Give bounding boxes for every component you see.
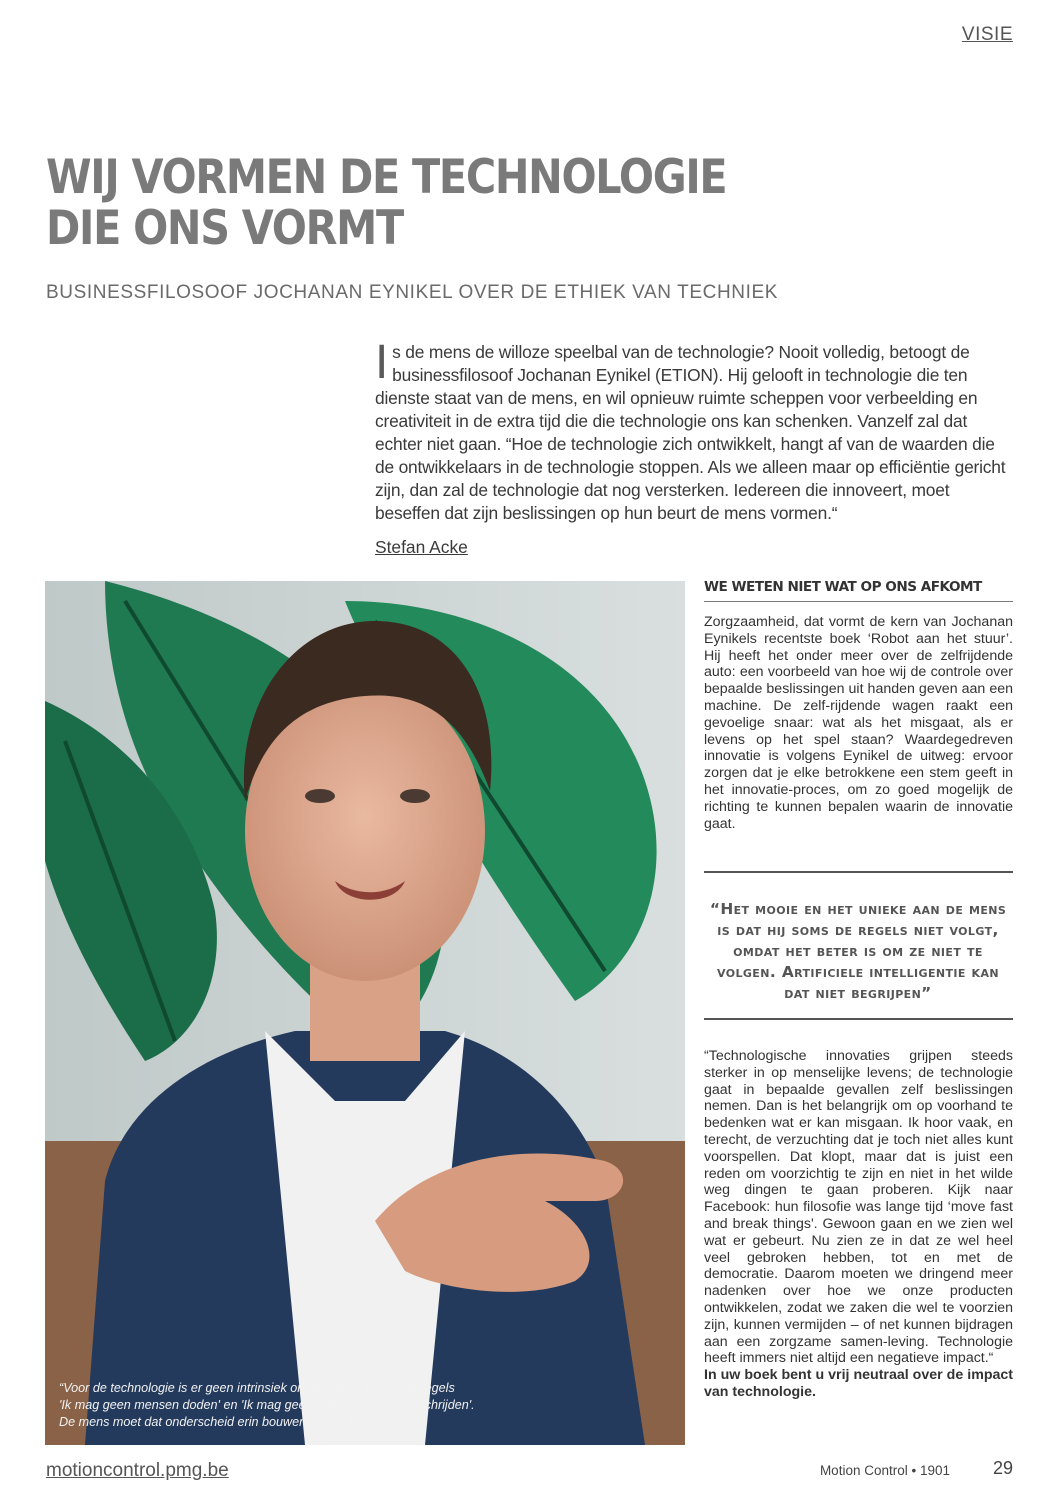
author-link[interactable]: Stefan Acke	[375, 537, 468, 557]
article-title	[46, 152, 768, 254]
title-line-1: WIJ VORMEN DE TECHNOLOGIE	[46, 150, 727, 205]
caption-line-3: De mens moet dat onderscheid erin bouwen“ (foto: Jan Locus)	[59, 1415, 408, 1429]
pull-quote: “Het mooie en het unieke aan de mens is dat hij soms de regels niet volgt, omdat het beter is om ze niet te volgen. Artificiele intelligentie kan dat niet begrijpen”	[709, 900, 1007, 1002]
sidebar-paragraph-1: Zorgzaamheid, dat vormt de kern van Jochanan Eynikels recentste boek ‘Robot aan het stuur’. Hij heeft het onder meer over de zelfrijdende auto: een voorbeeld van hoe wij de controle over bepaalde beslissingen uit handen geven aan een machine. De zelf-rijdende wagen raakt een gevoelige snaar: wat als het misgaat, als er levens op het spel staan? Waardegedreven innovatie is volgens Eynikel de uitweg: ervoor zorgen dat je elke betrokkene een stem geeft in het innovatie-proces, om zo goed mogelijk de richting te kunnen bepalen waarin de innovatie gaat.	[704, 614, 1013, 832]
website-link[interactable]: motioncontrol.pmg.be	[46, 1460, 229, 1481]
intro-paragraph	[375, 336, 1015, 525]
intro-text: s de mens de willoze speelbal van de technologie? Nooit volledig, betoogt de businessfilosoof Jochanan Eynikel (ETION). Hij gelooft in technologie die ten dienste staat van de mens, en wil opnieuw ruimte scheppen voor verbeelding en creativiteit in de extra tijd die die technologie ons kan schenken. Vanzelf zal dat echter niet gaan. “Hoe de technologie zich ontwikkelt, hangt af van de waarden die de ontwikkelaars in de technologie stoppen. Als we alleen maar op efficiëntie gericht zijn, dan zal de technologie dat nog versterken. Iedereen die innoveert, moet beseffen dat zijn beslissingen op hun beurt de mens vormen.“	[375, 342, 1006, 523]
publication-name: Motion Control • 1901	[819, 1463, 950, 1478]
section-tag[interactable]: VISIE	[961, 24, 1013, 45]
title-line-2: DIE ONS VORMT	[46, 201, 403, 256]
portrait-photo	[45, 581, 685, 1445]
portrait-illustration	[45, 581, 685, 1445]
caption-line-1: “Voor de technologie is er geen intrinsiek onderscheid tussen de regels	[59, 1381, 455, 1395]
page-number: 29	[992, 1458, 1013, 1478]
interview-question: In uw boek bent u vrij neutraal over de impact van technologie.	[704, 1367, 1013, 1400]
quote-divider-bottom	[704, 1018, 1013, 1020]
caption-line-2: 'Ik mag geen mensen doden' en 'Ik mag geen volle witte lijn overschrijden'.	[59, 1398, 475, 1412]
sidebar-paragraph-2	[704, 1048, 1013, 1401]
quote-divider-top	[704, 871, 1013, 873]
drop-cap: I	[375, 336, 389, 389]
article-subtitle: BUSINESSFILOSOOF JOCHANAN EYNIKEL OVER DE ETHIEK VAN TECHNIEK	[46, 282, 779, 303]
paragraph-2-text: “Technologische innovaties grijpen steeds sterker in op menselijke levens; de technologie gaat in bepaalde gevallen zelf beslissingen nemen. Dan is het belangrijk om op voorhand te bedenken wat er kan misgaan. Ik hoor vaak, en terecht, de verzuchting dat je toch niet alles kunt voorspellen. Dat klopt, maar dat is juist een reden om voorzichtig te zijn en niet in het wilde weg dingen te gaan proberen. Kijk naar Facebook: hun filosofie was lange tijd ‘move fast and break things'. Gewoon gaan en we zien wel wat er gebeurt. Nu zien ze in dat ze wel heel veel gebroken hebben, tot en met de democratie. Daarom moeten we dringend meer nadenken over hoe we onze producten ontwikkelen, zodat we zaken die wel te voorzien zijn, kunnen vermijden – of net kunnen bijdragen aan een zorgzame samen-leving. Technologie heeft immers niet altijd een negatieve impact.“	[704, 1048, 1013, 1367]
sidebar-heading: WE WETEN NIET WAT OP ONS AFKOMT	[704, 579, 982, 595]
divider-top	[704, 601, 1013, 602]
photo-caption	[59, 1380, 619, 1431]
